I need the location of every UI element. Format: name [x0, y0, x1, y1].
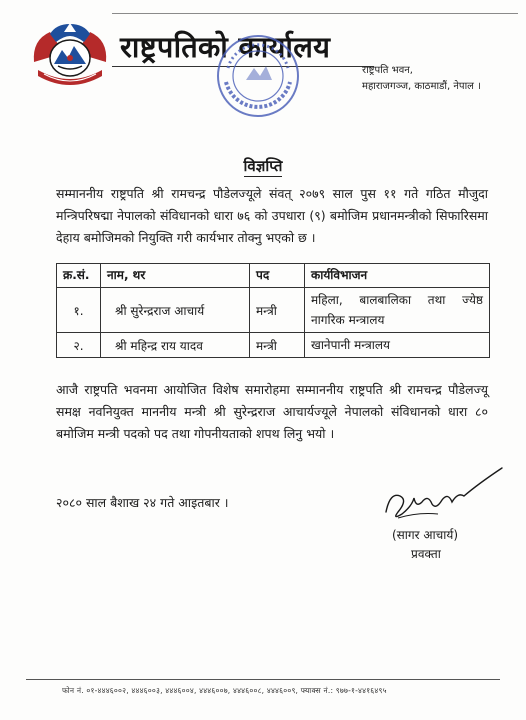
row-post: मन्त्री	[250, 333, 305, 358]
notice-paragraph-2: आजै राष्ट्रपति भवनमा आयोजित विशेष समारोहमा सम्माननीय राष्ट्रपति श्री रामचन्द्र पौडेलज्यू समक्ष नवनियुक्त माननीय मन्त्री श्री सुरेन्द्रराज आचार्यज्यूले नेपालको संविधानको धारा ८० बमोजिम मन्त्री पदको पद तथा गोपनीयताको शपथ लिनु भयो ।	[56, 382, 488, 441]
signatory-role: प्रवक्ता	[411, 547, 441, 561]
address-line-2: महाराजगञ्ज, काठमाडौं, नेपाल ।	[362, 81, 481, 92]
row-department	[305, 288, 490, 333]
footer-contact: फोन नं. ०१-४४४६००२, ४४४६००३, ४४४६००४, ४४४६००७, ४४४६००८, ४४४६००९, फ्याक्स नं.: ९७७-१-४४१६४९५	[62, 686, 387, 695]
column-header-name: नाम, थर	[101, 264, 250, 288]
column-header-sn: क्र.सं.	[57, 264, 101, 288]
row-minister-name: श्री महिन्द्र राय यादव	[101, 333, 250, 358]
notice-date: २०८० साल बैशाख २४ गते आइतबार ।	[56, 495, 229, 510]
header-top-rule	[112, 13, 518, 14]
address-line-1: राष्ट्रपति भवन,	[362, 65, 413, 76]
office-seal-icon	[212, 30, 304, 122]
row-minister-name: श्री सुरेन्द्रराज आचार्य	[101, 288, 250, 333]
table-header-row	[57, 264, 490, 288]
department-line-2: नागरिक मन्त्रालय	[311, 313, 385, 327]
row-serial-number: २.	[57, 333, 101, 358]
table-row	[57, 333, 490, 358]
signatory-name: (सागर आचार्य)	[392, 528, 459, 542]
table-row	[57, 288, 490, 333]
footer-rule	[26, 679, 500, 680]
column-header-post: पद	[250, 264, 305, 288]
row-serial-number: १.	[57, 288, 101, 333]
department-line-1: महिला, बालबालिका तथा ज्येष्ठ	[311, 293, 483, 307]
column-header-department: कार्यविभाजन	[305, 264, 490, 288]
row-post: मन्त्री	[250, 288, 305, 333]
row-department: खानेपानी मन्त्रालय	[305, 333, 490, 358]
office-title: राष्ट्रपतिको कार्यालय	[120, 30, 331, 64]
notice-heading-text: विज्ञप्ति	[243, 157, 283, 175]
office-address	[362, 63, 481, 95]
signature-icon	[378, 462, 508, 532]
notice-paragraph-1: सम्माननीय राष्ट्रपति श्री रामचन्द्र पौडेलज्यूले संवत् २०७९ साल पुस ११ गते गठित मौजुदा मन्त्रिपरिषद्मा नेपालको संविधानको धारा ७६ को उपधारा (९) बमोजिम प्रधानमन्त्रीको सिफारिसमा देहाय बमोजिमको नियुक्ति गरी कार्यभार तोक्नु भएको छ ।	[56, 186, 488, 245]
appointment-table	[56, 263, 490, 358]
nepal-emblem-icon	[28, 22, 112, 96]
notice-heading	[0, 156, 526, 176]
